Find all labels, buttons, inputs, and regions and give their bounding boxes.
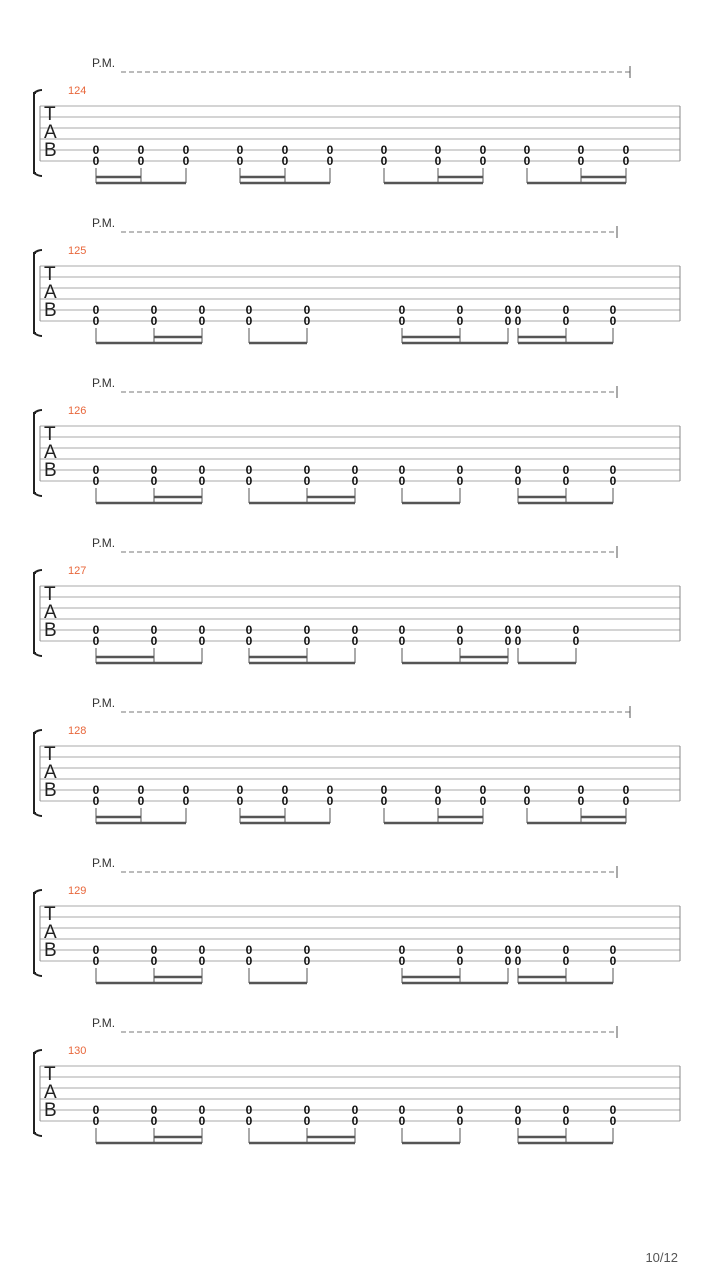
note-group [93,463,206,503]
fret-number: 0 [434,794,442,808]
fret-number: 0 [572,623,580,637]
note-group [93,303,206,343]
fret-number: 0 [562,954,570,968]
fret-number: 0 [514,954,522,968]
tab-clef-letter: B [44,780,57,801]
fret-number: 0 [303,943,311,957]
tab-clef-letter: A [44,602,57,623]
note-group [524,783,630,823]
fret-number: 0 [182,154,190,168]
bracket-top-hook [34,730,42,733]
fret-number: 0 [622,783,630,797]
fret-number: 0 [326,783,334,797]
bracket-bottom-hook [34,973,42,976]
note-group [93,623,206,663]
fret-number: 0 [281,794,289,808]
note-group [93,943,206,983]
page-number: 10/12 [645,1250,678,1265]
fret-number: 0 [398,463,406,477]
fret-number: 0 [137,154,145,168]
fret-number: 0 [523,154,531,168]
fret-number: 0 [92,474,100,488]
fret-number: 0 [92,303,100,317]
fret-number: 0 [514,1103,522,1117]
fret-number: 0 [609,943,617,957]
fret-number: 0 [523,783,531,797]
fret-number: 0 [398,623,406,637]
fret-number: 0 [434,154,442,168]
fret-number: 0 [182,783,190,797]
tab-clef-letter: T [44,904,56,925]
fret-number: 0 [562,474,570,488]
fret-number: 0 [562,943,570,957]
fret-number: 0 [504,623,512,637]
tab-system [34,1016,680,1143]
fret-number: 0 [92,623,100,637]
note-group [399,1103,464,1143]
tab-system [34,856,680,983]
fret-number: 0 [351,634,359,648]
fret-number: 0 [198,303,206,317]
fret-number: 0 [245,463,253,477]
tab-clef-letter: T [44,584,56,605]
fret-number: 0 [398,1114,406,1128]
fret-number: 0 [577,783,585,797]
bracket-bottom-hook [34,173,42,176]
fret-number: 0 [479,154,487,168]
tab-clef-letter: T [44,264,56,285]
fret-number: 0 [303,303,311,317]
fret-number: 0 [609,474,617,488]
fret-number: 0 [137,143,145,157]
tab-clef-letter: A [44,922,57,943]
fret-number: 0 [456,474,464,488]
fret-number: 0 [523,143,531,157]
fret-number: 0 [198,954,206,968]
fret-number: 0 [245,303,253,317]
note-group [515,303,617,343]
note-group [399,623,512,663]
note-group [515,943,617,983]
tab-system [34,696,680,823]
fret-number: 0 [150,474,158,488]
note-group [237,783,334,823]
fret-number: 0 [577,154,585,168]
fret-number: 0 [303,314,311,328]
fret-number: 0 [150,303,158,317]
fret-number: 0 [245,474,253,488]
fret-number: 0 [150,1103,158,1117]
fret-number: 0 [622,143,630,157]
note-group [246,463,359,503]
system-bracket [34,893,36,973]
tab-clef-letter: B [44,300,57,321]
fret-number: 0 [398,314,406,328]
note-group [93,143,190,183]
bracket-top-hook [34,570,42,573]
fret-number: 0 [150,623,158,637]
fret-number: 0 [198,943,206,957]
fret-number: 0 [236,154,244,168]
note-group [237,143,334,183]
fret-number: 0 [326,794,334,808]
fret-number: 0 [504,954,512,968]
fret-number: 0 [562,314,570,328]
bracket-top-hook [34,1050,42,1053]
fret-number: 0 [303,1114,311,1128]
fret-number: 0 [281,783,289,797]
fret-number: 0 [351,463,359,477]
fret-number: 0 [514,303,522,317]
fret-number: 0 [245,623,253,637]
fret-number: 0 [137,783,145,797]
bracket-bottom-hook [34,1133,42,1136]
fret-number: 0 [434,143,442,157]
fret-number: 0 [351,1114,359,1128]
note-group [93,783,190,823]
fret-number: 0 [380,143,388,157]
fret-number: 0 [380,154,388,168]
note-group [246,623,359,663]
tab-clef-letter: T [44,424,56,445]
bar-number: 129 [68,885,87,897]
bar-number: 127 [68,565,87,577]
fret-number: 0 [577,794,585,808]
tab-system [34,376,680,503]
fret-number: 0 [456,943,464,957]
fret-number: 0 [562,1114,570,1128]
tab-system [34,216,680,343]
fret-number: 0 [92,314,100,328]
fret-number: 0 [514,474,522,488]
bracket-top-hook [34,250,42,253]
fret-number: 0 [572,634,580,648]
fret-number: 0 [523,794,531,808]
fret-number: 0 [456,463,464,477]
fret-number: 0 [182,143,190,157]
note-group [246,943,311,983]
palm-mute-label: P.M. [92,696,116,710]
fret-number: 0 [456,1114,464,1128]
fret-number: 0 [456,954,464,968]
fret-number: 0 [504,943,512,957]
fret-number: 0 [514,943,522,957]
fret-number: 0 [281,143,289,157]
tab-clef-letter: A [44,122,57,143]
palm-mute-label: P.M. [92,1016,116,1030]
fret-number: 0 [150,1114,158,1128]
fret-number: 0 [198,314,206,328]
bar-number: 128 [68,725,87,737]
fret-number: 0 [398,474,406,488]
fret-number: 0 [609,1114,617,1128]
palm-mute-label: P.M. [92,856,116,870]
tab-clef-letter: A [44,442,57,463]
fret-number: 0 [150,314,158,328]
fret-number: 0 [92,1114,100,1128]
bracket-top-hook [34,890,42,893]
fret-number: 0 [198,474,206,488]
fret-number: 0 [137,794,145,808]
fret-number: 0 [245,634,253,648]
fret-number: 0 [198,623,206,637]
fret-number: 0 [514,1114,522,1128]
fret-number: 0 [182,794,190,808]
fret-number: 0 [609,954,617,968]
fret-number: 0 [622,794,630,808]
fret-number: 0 [380,794,388,808]
fret-number: 0 [456,303,464,317]
fret-number: 0 [562,303,570,317]
bracket-bottom-hook [34,493,42,496]
note-group [381,783,487,823]
fret-number: 0 [562,463,570,477]
system-bracket [34,733,36,813]
fret-number: 0 [479,783,487,797]
tab-clef-letter: T [44,744,56,765]
system-bracket [34,573,36,653]
fret-number: 0 [92,143,100,157]
note-group [246,1103,359,1143]
fret-number: 0 [150,954,158,968]
bracket-top-hook [34,410,42,413]
system-bracket [34,253,36,333]
fret-number: 0 [245,1103,253,1117]
fret-number: 0 [398,634,406,648]
fret-number: 0 [514,463,522,477]
tab-clef-letter: A [44,1082,57,1103]
fret-number: 0 [456,623,464,637]
bracket-bottom-hook [34,653,42,656]
fret-number: 0 [198,1114,206,1128]
fret-number: 0 [351,474,359,488]
note-group [93,1103,206,1143]
fret-number: 0 [380,783,388,797]
system-bracket [34,1053,36,1133]
fret-number: 0 [303,634,311,648]
bar-number: 124 [68,85,87,97]
fret-number: 0 [326,143,334,157]
fret-number: 0 [198,463,206,477]
tab-clef-letter: B [44,940,57,961]
fret-number: 0 [562,1103,570,1117]
fret-number: 0 [92,463,100,477]
tab-clef-letter: B [44,460,57,481]
tab-clef-letter: A [44,762,57,783]
fret-number: 0 [92,783,100,797]
fret-number: 0 [609,303,617,317]
fret-number: 0 [456,1103,464,1117]
fret-number: 0 [303,954,311,968]
bar-number: 125 [68,245,87,257]
fret-number: 0 [198,634,206,648]
fret-number: 0 [92,634,100,648]
fret-number: 0 [514,623,522,637]
fret-number: 0 [303,623,311,637]
fret-number: 0 [504,314,512,328]
fret-number: 0 [514,314,522,328]
bracket-bottom-hook [34,813,42,816]
fret-number: 0 [150,943,158,957]
fret-number: 0 [398,954,406,968]
tab-system [34,56,680,183]
fret-number: 0 [92,954,100,968]
fret-number: 0 [456,314,464,328]
fret-number: 0 [92,154,100,168]
fret-number: 0 [622,154,630,168]
note-group [524,143,630,183]
tab-clef-letter: B [44,140,57,161]
fret-number: 0 [398,1103,406,1117]
tab-clef-letter: T [44,104,56,125]
fret-number: 0 [245,314,253,328]
note-group [399,943,512,983]
system-bracket [34,413,36,493]
fret-number: 0 [236,143,244,157]
fret-number: 0 [479,143,487,157]
note-group [246,303,311,343]
fret-number: 0 [198,1103,206,1117]
fret-number: 0 [456,634,464,648]
palm-mute-label: P.M. [92,56,116,70]
fret-number: 0 [92,943,100,957]
fret-number: 0 [609,314,617,328]
fret-number: 0 [351,623,359,637]
fret-number: 0 [92,794,100,808]
tab-clef-letter: A [44,282,57,303]
palm-mute-label: P.M. [92,536,116,550]
fret-number: 0 [398,303,406,317]
fret-number: 0 [303,1103,311,1117]
fret-number: 0 [92,1103,100,1117]
note-group [399,303,512,343]
palm-mute-label: P.M. [92,216,116,230]
bracket-bottom-hook [34,333,42,336]
bar-number: 130 [68,1045,87,1057]
note-group [515,463,617,503]
tab-clef-letter: T [44,1064,56,1085]
fret-number: 0 [609,463,617,477]
tab-system [34,536,680,663]
fret-number: 0 [236,794,244,808]
fret-number: 0 [236,783,244,797]
fret-number: 0 [609,1103,617,1117]
fret-number: 0 [351,1103,359,1117]
fret-number: 0 [504,634,512,648]
palm-mute-label: P.M. [92,376,116,390]
bracket-top-hook [34,90,42,93]
fret-number: 0 [245,954,253,968]
note-group [515,623,580,663]
note-group [515,1103,617,1143]
fret-number: 0 [150,463,158,477]
bar-number: 126 [68,405,87,417]
fret-number: 0 [245,1114,253,1128]
note-group [381,143,487,183]
fret-number: 0 [303,463,311,477]
fret-number: 0 [326,154,334,168]
fret-number: 0 [281,154,289,168]
tab-clef-letter: B [44,1100,57,1121]
fret-number: 0 [514,634,522,648]
fret-number: 0 [245,943,253,957]
note-group [399,463,464,503]
fret-number: 0 [150,634,158,648]
fret-number: 0 [504,303,512,317]
tab-clef-letter: B [44,620,57,641]
fret-number: 0 [577,143,585,157]
fret-number: 0 [303,474,311,488]
fret-number: 0 [434,783,442,797]
system-bracket [34,93,36,173]
fret-number: 0 [479,794,487,808]
fret-number: 0 [398,943,406,957]
